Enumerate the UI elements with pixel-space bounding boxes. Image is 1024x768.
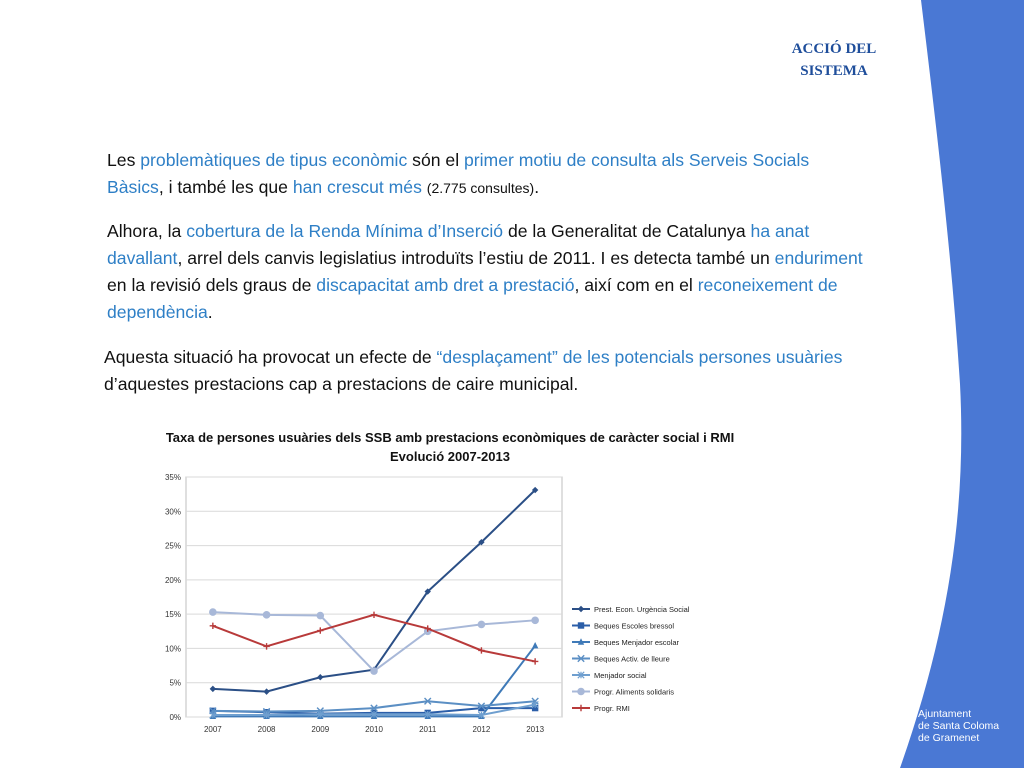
data-point bbox=[578, 705, 584, 711]
y-tick-label: 35% bbox=[164, 473, 181, 482]
data-point bbox=[370, 667, 378, 675]
highlight-span: “desplaçament” de les potencials persones usuàries bbox=[436, 347, 843, 367]
section-title-line2: SISTEMA bbox=[800, 63, 868, 79]
highlight-span: cobertura de la Renda Mínima d’Inserció bbox=[186, 221, 504, 241]
text-span: Alhora, la bbox=[107, 221, 187, 241]
data-point bbox=[209, 608, 217, 616]
x-tick-label: 2012 bbox=[472, 725, 491, 734]
logo-line2: de Santa Coloma bbox=[918, 720, 1000, 732]
city-coat-of-arms-logo bbox=[866, 698, 912, 744]
y-tick-label: 5% bbox=[169, 678, 181, 688]
legend-label: Menjador social bbox=[594, 671, 647, 680]
text-span: , així com en el bbox=[574, 275, 698, 295]
text-span: Aquesta situació ha provocat un efecte de bbox=[104, 347, 437, 367]
y-tick-label: 20% bbox=[164, 575, 181, 585]
text-span: . bbox=[207, 302, 213, 322]
text-span: són el bbox=[407, 150, 464, 170]
data-point bbox=[577, 688, 585, 696]
legend-label: Prest. Econ. Urgència Social bbox=[594, 605, 690, 614]
legend-label: Beques Escoles bressol bbox=[594, 621, 675, 631]
y-tick-label: 10% bbox=[164, 644, 181, 654]
highlight-span: discapacitat amb dret a prestació bbox=[316, 275, 575, 295]
paragraph-displacement-effect bbox=[104, 344, 864, 398]
highlight-span: ha anat davallant bbox=[107, 221, 810, 268]
highlight-span: han crescut més bbox=[292, 177, 422, 197]
section-title-line1: ACCIÓ DEL bbox=[791, 41, 877, 57]
city-council-name bbox=[918, 708, 999, 744]
highlight-span: primer motiu de consulta als Serveis Socials Bàsics bbox=[107, 150, 810, 197]
chart-subtitle: Evolució 2007-2013 bbox=[390, 449, 510, 464]
paragraph-rmi-coverage bbox=[107, 218, 867, 326]
section-title bbox=[780, 38, 888, 82]
text-span: . bbox=[534, 177, 540, 197]
data-point bbox=[263, 611, 271, 619]
y-tick-label: 15% bbox=[164, 610, 181, 620]
legend-label: Progr. RMI bbox=[594, 704, 630, 713]
y-tick-label: 0% bbox=[169, 713, 181, 722]
y-tick-label: 30% bbox=[164, 507, 181, 517]
text-span: , i també les que bbox=[158, 177, 293, 197]
data-point bbox=[578, 606, 584, 612]
logo-line1: Ajuntament bbox=[918, 708, 972, 720]
highlight-span: reconeixement de dependència bbox=[107, 275, 838, 322]
x-tick-label: 2007 bbox=[203, 725, 222, 734]
x-tick-label: 2008 bbox=[257, 725, 276, 734]
data-point bbox=[316, 612, 324, 620]
logo-line3: de Gramenet bbox=[918, 732, 980, 744]
x-tick-label: 2010 bbox=[365, 725, 383, 734]
legend-label: Beques Activ. de lleure bbox=[594, 654, 670, 664]
chart-title: Taxa de persones usuàries dels SSB amb prestacions econòmiques de caràcter social i RMI bbox=[165, 430, 735, 445]
legend-label: Progr. Aliments solidaris bbox=[594, 687, 675, 697]
y-tick-label: 25% bbox=[164, 541, 181, 551]
data-point bbox=[531, 617, 539, 625]
data-point bbox=[578, 622, 584, 628]
text-span: Les bbox=[107, 150, 141, 170]
text-span: en la revisió dels graus de bbox=[107, 275, 317, 295]
x-tick-label: 2013 bbox=[526, 725, 545, 734]
x-tick-label: 2009 bbox=[311, 725, 330, 734]
text-span: de la Generalitat de Catalunya bbox=[503, 221, 751, 241]
text-span: d’aquestes prestacions cap a prestacions de caire municipal. bbox=[104, 374, 579, 394]
chart-title-block bbox=[120, 428, 780, 466]
line-chart bbox=[150, 465, 700, 743]
x-tick-label: 2011 bbox=[419, 725, 437, 734]
highlight-span: problemàtiques de tipus econòmic bbox=[140, 150, 408, 170]
consultations-count: (2.775 consultes) bbox=[426, 180, 535, 196]
paragraph-economic-problems bbox=[107, 147, 867, 202]
plot-area bbox=[186, 477, 562, 717]
legend-label: Beques Menjador escolar bbox=[594, 638, 680, 647]
highlight-span: enduriment bbox=[774, 248, 863, 268]
blue-band-shape bbox=[900, 0, 1024, 768]
data-point bbox=[478, 621, 486, 629]
text-span: , arrel dels canvis legislatius introduïts l’estiu de 2011. I es detecta també un bbox=[177, 248, 775, 268]
